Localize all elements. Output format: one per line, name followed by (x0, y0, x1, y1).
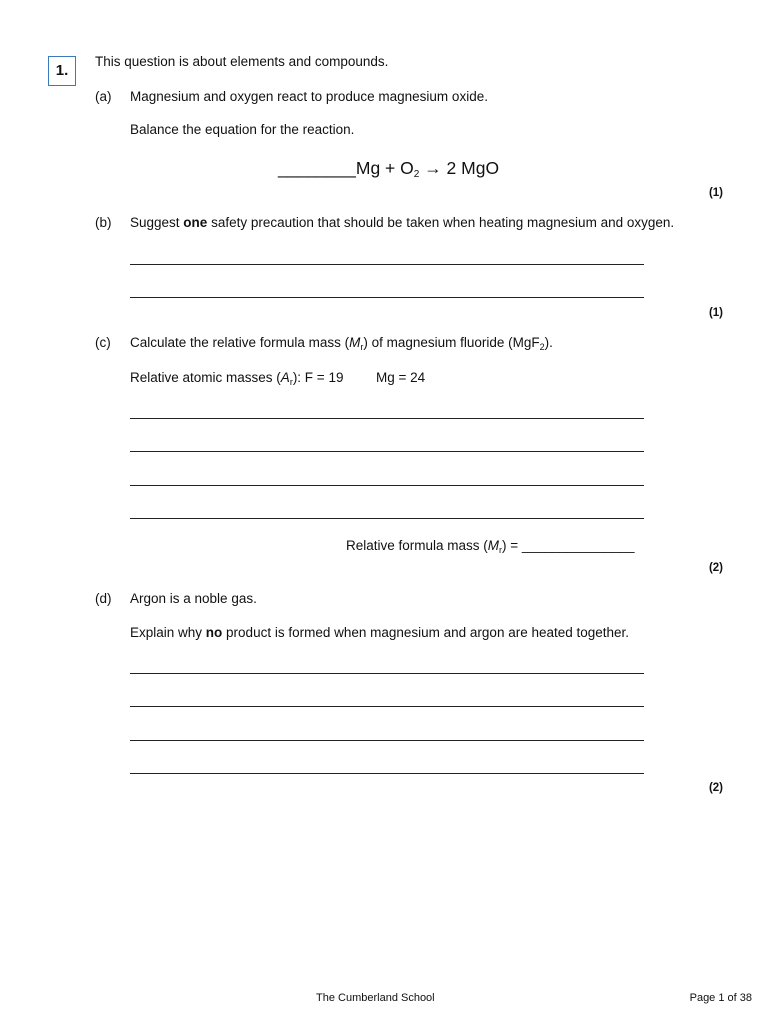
answer-suffix: ) = _______________ (502, 538, 635, 553)
part-b-text-bold: one (183, 215, 208, 230)
part-d-explain-after: product is formed when magnesium and argon are heated together. (222, 625, 630, 640)
formula-subscript: 2 (539, 342, 545, 352)
answer-line-b2[interactable] (130, 297, 644, 298)
answer-mr-subscript: r (499, 545, 503, 555)
answer-line-c1[interactable] (130, 418, 644, 419)
answer-line-c4[interactable] (130, 518, 644, 519)
part-a-marks: (1) (708, 187, 723, 199)
ar-symbol: A (280, 370, 290, 385)
footer-page-number: Page 1 of 38 (689, 992, 752, 1004)
part-b-text-before: Suggest (130, 215, 184, 230)
mg-atomic-mass: Mg = 24 (376, 370, 426, 385)
part-c-label: (c) (95, 335, 111, 350)
atomic-prefix: Relative atomic masses ( (130, 370, 281, 385)
part-d-explain-bold: no (205, 625, 223, 640)
answer-line-c3[interactable] (130, 485, 644, 486)
answer-line-d3[interactable] (130, 740, 644, 741)
equation-blank: ________ (278, 158, 356, 178)
part-b-marks: (1) (708, 307, 723, 319)
mr-subscript: r (360, 342, 364, 352)
equation-subscript: 2 (413, 169, 420, 180)
part-b-text (130, 214, 674, 232)
part-d-label: (d) (95, 591, 112, 606)
part-c-text (130, 334, 553, 356)
part-a-text: Magnesium and oxygen react to produce magnesium oxide. (130, 89, 488, 104)
answer-prefix: Relative formula mass ( (346, 538, 488, 553)
part-c-text-before: Calculate the relative formula mass ( (130, 335, 350, 350)
mr-symbol: M (349, 335, 361, 350)
answer-line-b1[interactable] (130, 264, 644, 265)
balance-equation (278, 157, 499, 186)
answer-line-c2[interactable] (130, 451, 644, 452)
footer-school: The Cumberland School (316, 992, 435, 1004)
answer-line-d4[interactable] (130, 773, 644, 774)
answer-line-d1[interactable] (130, 673, 644, 674)
part-b-label: (b) (95, 215, 112, 230)
equation-reactants: Mg + O (355, 158, 414, 178)
part-d-text: Argon is a noble gas. (130, 591, 257, 606)
part-c-text-mid: ) of magnesium fluoride (MgF (363, 335, 540, 350)
part-d-explain (130, 624, 629, 642)
question-number: 1. (48, 56, 76, 86)
atomic-masses (130, 369, 343, 391)
part-d-marks: (2) (708, 782, 723, 794)
equation-product: → 2 MgO (419, 158, 500, 178)
answer-line-d2[interactable] (130, 706, 644, 707)
part-d-explain-before: Explain why (130, 625, 206, 640)
atomic-suffix: ): F = 19 (292, 370, 344, 385)
ar-subscript: r (289, 377, 293, 387)
part-a-label: (a) (95, 89, 112, 104)
relative-formula-mass-answer[interactable] (346, 537, 635, 559)
part-a-instruction: Balance the equation for the reaction. (130, 122, 355, 137)
question-intro: This question is about elements and compounds. (95, 54, 389, 69)
answer-mr-symbol: M (487, 538, 500, 553)
part-c-marks: (2) (708, 562, 723, 574)
part-c-text-end: ). (544, 335, 553, 350)
part-b-text-after: safety precaution that should be taken when heating magnesium and oxygen. (207, 215, 675, 230)
